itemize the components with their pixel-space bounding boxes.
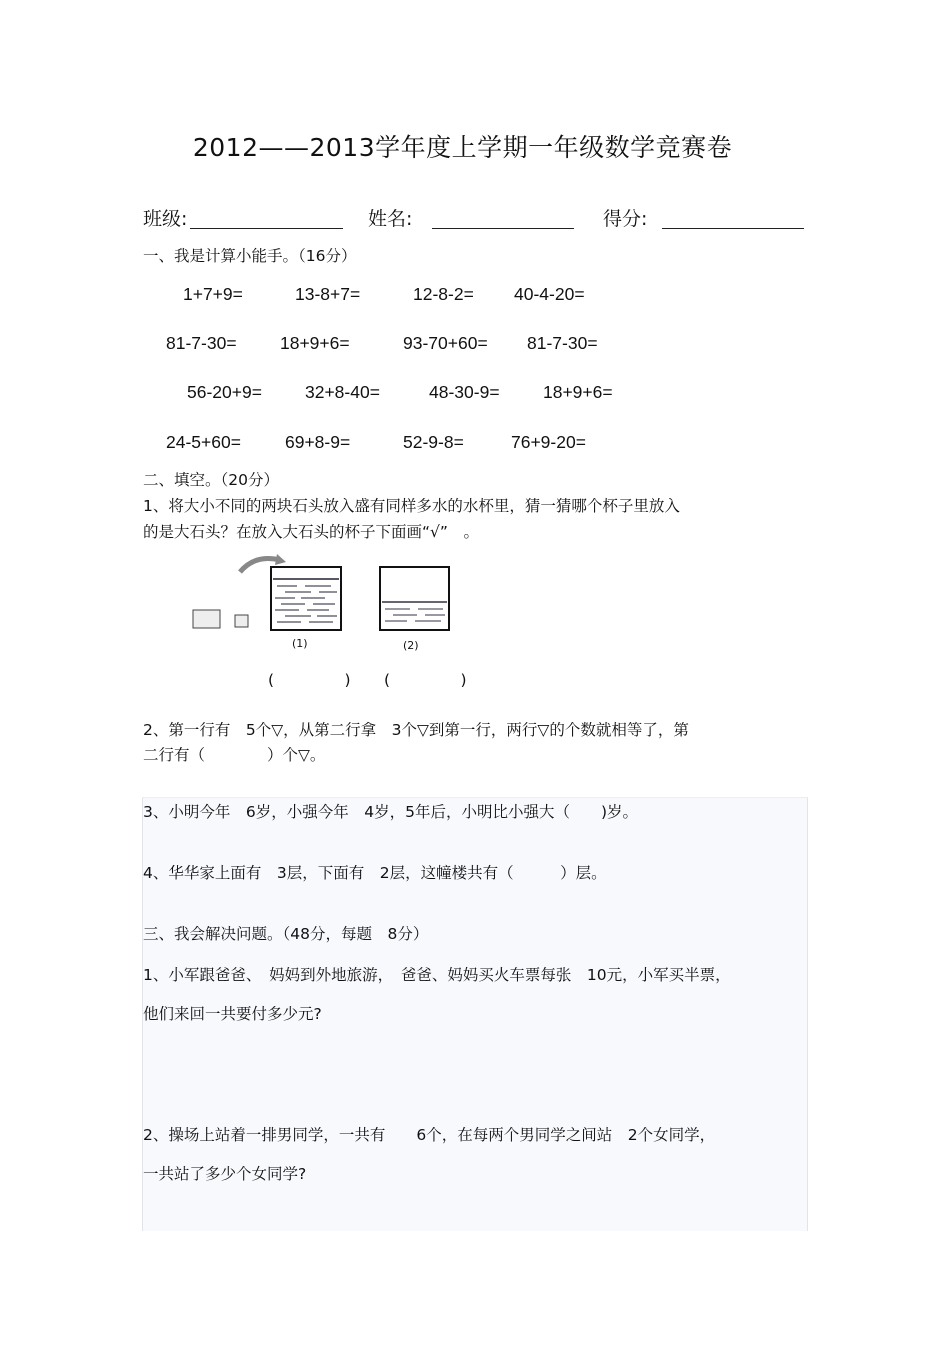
cup1-label: (1) bbox=[292, 637, 308, 650]
equation: 56-20+9= bbox=[187, 382, 262, 402]
question-text: 的是大石头？在放入大石头的杯子下面画“√” 。 bbox=[143, 523, 479, 541]
problem-text: 一共站了多少个女同学? bbox=[143, 1165, 307, 1183]
name-blank[interactable] bbox=[432, 228, 574, 229]
cups-illustration bbox=[185, 550, 475, 660]
equation: 18+9+6= bbox=[543, 382, 613, 402]
equation: 24-5+60= bbox=[166, 432, 241, 452]
class-blank[interactable] bbox=[190, 228, 343, 229]
equation: 76+9-20= bbox=[511, 432, 586, 452]
class-label: 班级: bbox=[143, 208, 188, 230]
name-label: 姓名: bbox=[368, 208, 413, 230]
equation: 52-9-8= bbox=[403, 432, 464, 452]
equation: 18+9+6= bbox=[280, 333, 350, 353]
score-label: 得分: bbox=[603, 208, 648, 230]
equation: 32+8-40= bbox=[305, 382, 380, 402]
question-text: 4、华华家上面有 3层，下面有 2层，这幢楼共有（ ）层。 bbox=[143, 864, 607, 882]
problem-text: 2、操场上站着一排男同学，一共有 6个，在每两个男同学之间站 2个女同学， bbox=[143, 1126, 716, 1144]
section1-heading: 一、我是计算小能手。（16分） bbox=[143, 247, 357, 265]
question-text: 3、小明今年 6岁，小强今年 4岁，5年后，小明比小强大（ )岁。 bbox=[143, 803, 638, 821]
equation: 40-4-20= bbox=[514, 284, 585, 304]
page-title: 2012——2013学年度上学期一年级数学竞赛卷 bbox=[192, 133, 733, 162]
small-stone bbox=[235, 615, 248, 627]
problem-text: 1、小军跟爸爸、 妈妈到外地旅游， 爸爸、妈妈买火车票每张 10元，小军买半票， bbox=[143, 966, 731, 984]
equation: 13-8+7= bbox=[295, 284, 361, 304]
equation: 81-7-30= bbox=[527, 333, 598, 353]
section2-heading: 二、填空。（20分） bbox=[143, 471, 279, 489]
question-text: 1、将大小不同的两块石头放入盛有同样多水的水杯里，猜一猜哪个杯子里放入 bbox=[143, 497, 680, 515]
question-text: 2、第一行有 5个▽，从第二行拿 3个▽到第一行，两行▽的个数就相等了，第 bbox=[143, 721, 689, 739]
cup-1 bbox=[271, 567, 341, 630]
section3-heading: 三、我会解决问题。（48分，每题 8分） bbox=[143, 925, 429, 943]
equation: 69+8-9= bbox=[285, 432, 351, 452]
equation: 12-8-2= bbox=[413, 284, 474, 304]
equation: 81-7-30= bbox=[166, 333, 237, 353]
equation: 48-30-9= bbox=[429, 382, 500, 402]
equation: 93-70+60= bbox=[403, 333, 488, 353]
answer-blank-1[interactable]: ( ) bbox=[268, 671, 357, 689]
problem-text: 他们来回一共要付多少元? bbox=[143, 1005, 322, 1023]
cup-2 bbox=[380, 567, 449, 630]
question-text: 二行有（ ）个▽。 bbox=[143, 746, 326, 764]
equation: 1+7+9= bbox=[183, 284, 243, 304]
score-blank[interactable] bbox=[662, 228, 804, 229]
cup2-label: (2) bbox=[403, 639, 419, 652]
answer-blank-2[interactable]: ( ) bbox=[384, 671, 473, 689]
big-stone bbox=[193, 610, 220, 628]
arrow-head-icon bbox=[275, 554, 286, 565]
